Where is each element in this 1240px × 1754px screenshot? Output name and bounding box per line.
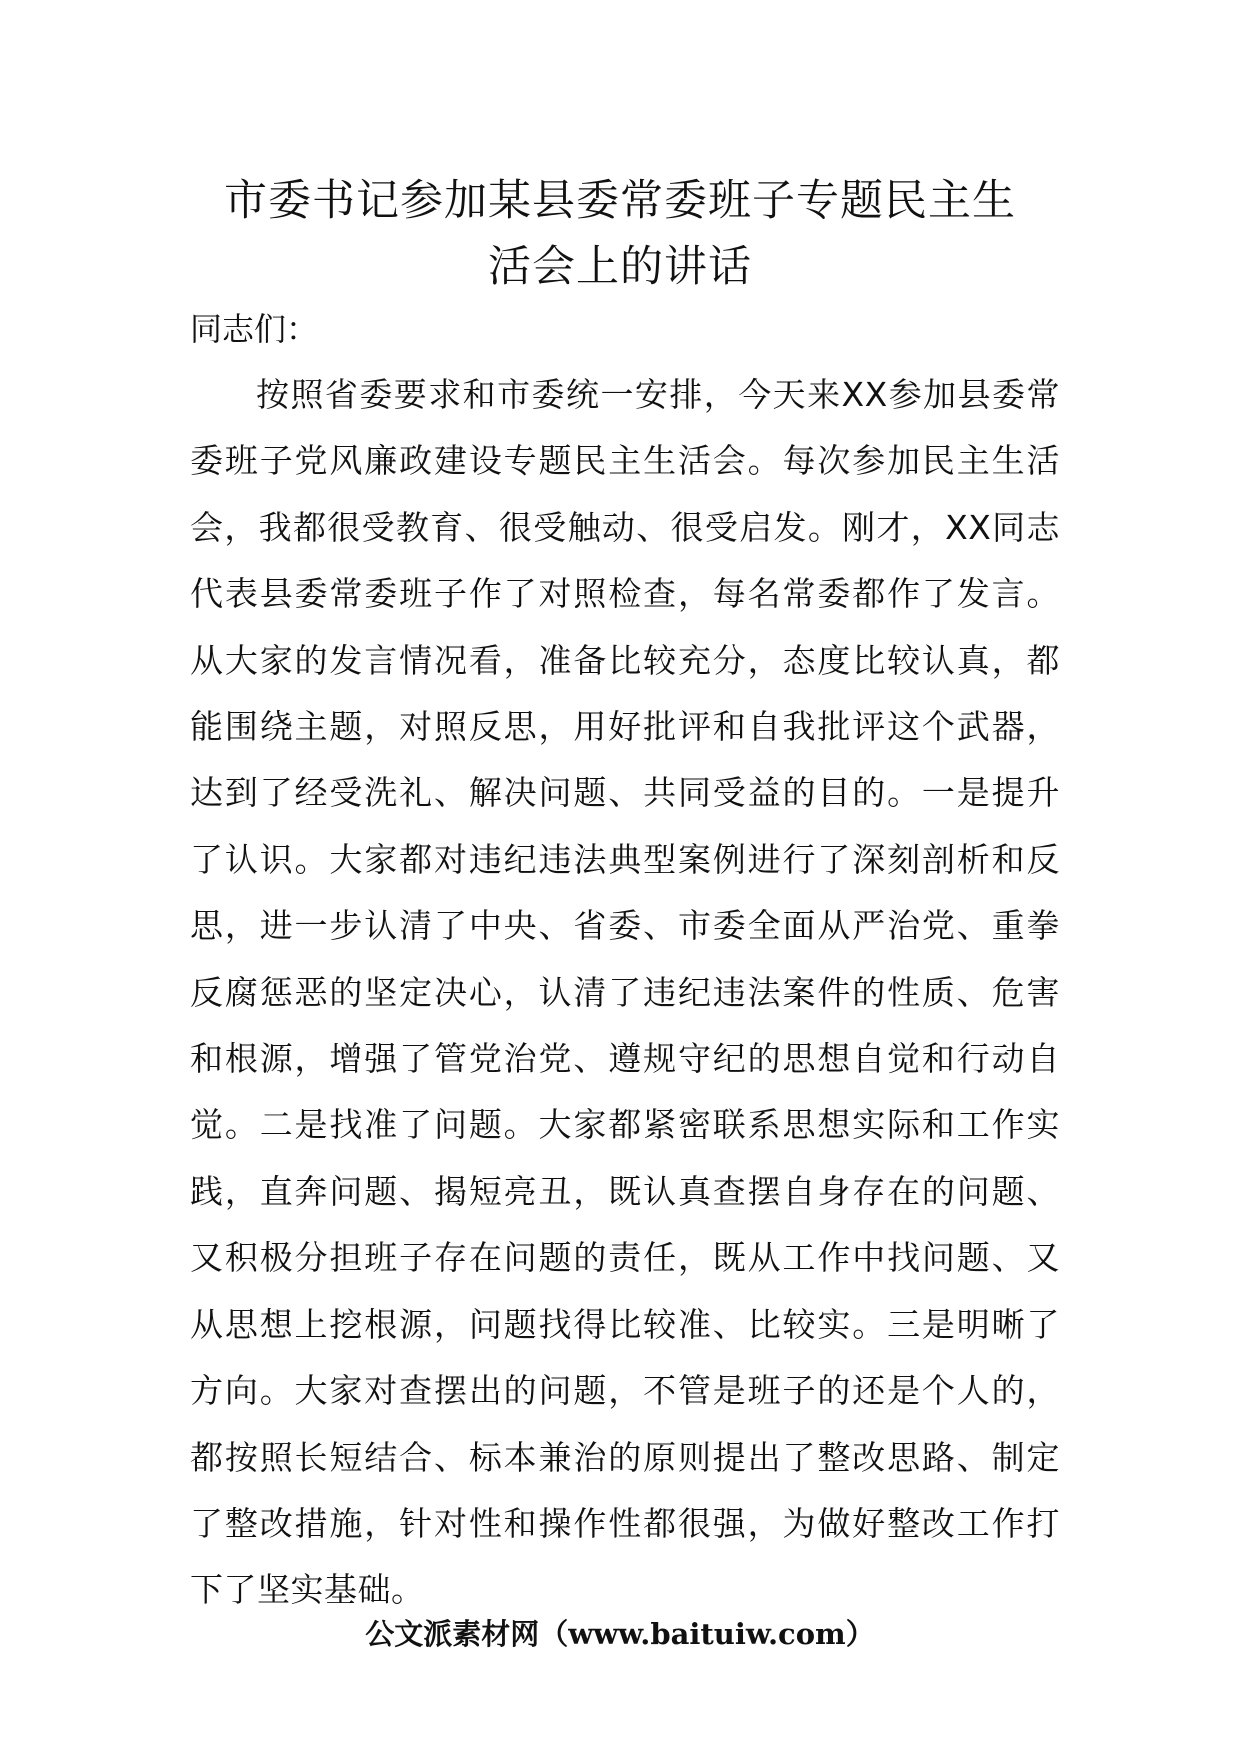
title-line-2: 活会上的讲话 <box>488 242 752 292</box>
body-paragraph: 按照省委要求和市委统一安排，今天来XX参加县委常委班子党风廉政建设专题民主生活会。每次参加民主生活会，我都很受教育、很受触动、很受启发。刚才，XX同志代表县委常委班子作了对照检查，每名常委都作了发言。从大家的发言情况看，准备比较充分，态度比较认真，都能围绕主题，对照反思，用好批评和自我批评这个武器，达到了经受洗礼、解决问题、共同受益的目的。一是提升了认识。大家都对违纪违法典型案例进行了深刻剖析和反思，进一步认清了中央、省委、市委全面从严治党、重拳反腐惩恶的坚定决心，认清了违纪违法案件的性质、危害和根源，增强了管党治党、遵规守纪的思想自觉和行动自觉。二是找准了问题。大家都紧密联系思想实际和工作实践，直奔问题、揭短亮丑，既认真查摆自身存在的问题、又积极分担班子存在问题的责任，既从工作中找问题、又从思想上挖根源，问题找得比较准、比较实。三是明晰了方向。大家对查摆出的问题，不管是班子的还是个人的，都按照长短结合、标本兼治的原则提出了整改思路、制定了整改措施，针对性和操作性都很强，为做好整改工作打下了坚实基础。 <box>190 375 1060 1610</box>
title-line-1: 市委书记参加某县委常委班子专题民主生 <box>224 176 1016 226</box>
footer-watermark: 公文派素材网（www.baituiw.com） <box>365 1617 875 1651</box>
document-title <box>140 168 1100 300</box>
salutation: 同志们： <box>190 310 319 348</box>
